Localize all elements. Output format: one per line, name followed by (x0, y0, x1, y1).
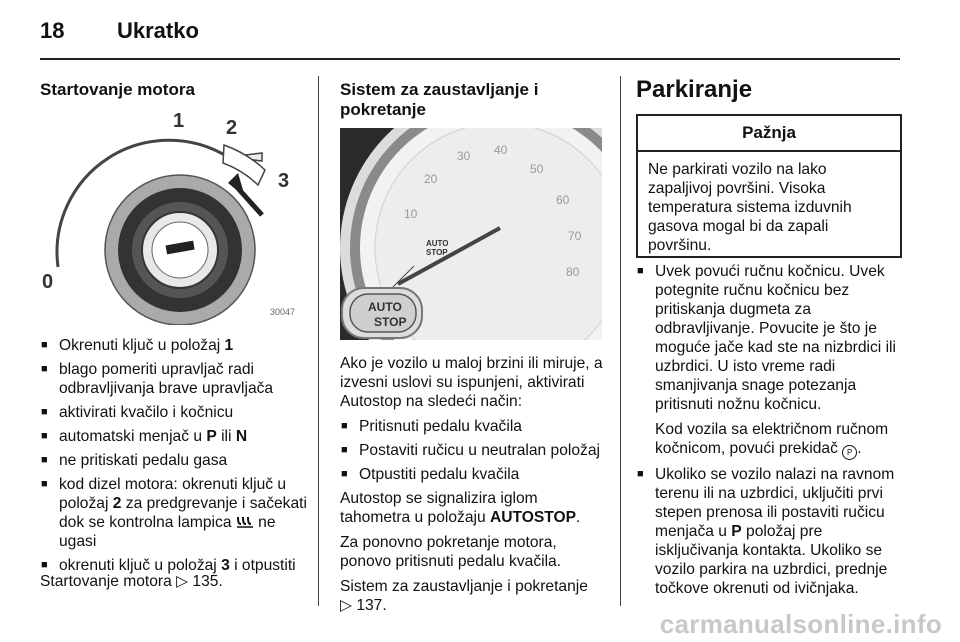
key-position-label: 1 (173, 110, 185, 132)
list-item: ■ Uvek povući ručnu kočnicu. Uvek potegnite ručnu kočnicu bez pritiskanja dugmeta za odbravljivanje. Povucite je što je moguće jače kad ste na nizbrdici ili uzbrdici. U isto vreme radi smanjivanja snage potezanja pritisnuti nožnu kočnicu. Kod vozila sa električnom ručnom kočnicom, povući prekidač P . (636, 262, 902, 460)
svg-text:50: 50 (530, 162, 544, 176)
start-steps-list (40, 336, 310, 580)
page-number: 18 (40, 18, 65, 43)
reference-arrow-icon: ▷ (176, 573, 189, 590)
section-heading: Startovanje motora (40, 80, 195, 99)
svg-text:30: 30 (457, 149, 471, 163)
list-item: ■ automatski menjač u P ili N (40, 427, 310, 446)
list-item: ■ Otpustiti pedalu kvačila (340, 465, 604, 484)
list-item: ■ Pritisnuti pedalu kvačila (340, 417, 604, 436)
list-item: ■ Postaviti ručicu u neutralan položaj (340, 441, 604, 460)
svg-text:40: 40 (494, 143, 508, 157)
warning-text: Ne parkirati vozilo na lako zapaljivoj površini. Visoka temperatura sistema izduvnih gasova mogal bi da zapali površinu. (648, 161, 852, 254)
column-divider (318, 76, 319, 606)
autostop-mark: STOP (426, 248, 448, 257)
reference-arrow-icon: ▷ (340, 597, 352, 614)
list-item: ■ okrenuti ključ u položaj 3 i otpustiti (40, 556, 310, 575)
autostop-text: Ako je vozilo u maloj brzini ili miruje, a izvesni uslovi su ispunjeni, aktivirati Autostop na sledeći način: ■ Pritisnuti pedalu kvačila ■ Postaviti ručicu u neutralan položaj ■ Otpustiti pedalu kvačila Autostop se signalizira iglom tahometra u položaju AUTOSTOP. Za ponovno pokretanje motora, ponovo pritisnuti pedalu kvačila. Sistem za zaustavljanje i pokretanje ▷ 137. (340, 354, 604, 621)
autostop-button-label: STOP (374, 315, 407, 329)
key-position-label: 0 (42, 271, 54, 293)
warning-title: Pažnja (638, 116, 900, 152)
parking-brake-icon: P (842, 445, 857, 460)
cross-reference[interactable]: Startovanje motora ▷ 135. (40, 573, 223, 590)
list-item: ■ blago pomeriti upravljač radi odbravljivanja brave upravljača (40, 360, 310, 398)
svg-text:10: 10 (404, 207, 418, 221)
figure-code: 30047 (270, 307, 296, 317)
cross-reference[interactable]: Sistem za zaustavljanje i pokretanje ▷ 137. (340, 578, 588, 614)
list-item: ■ kod dizel motora: okrenuti ključ u položaj 2 za predgrevanje i sačekati dok se kontrolna lampica ne ugasi (40, 475, 310, 551)
autostop-mark: AUTO (426, 239, 449, 248)
svg-text:80: 80 (566, 265, 580, 279)
tachometer-figure (340, 128, 602, 340)
warning-box (636, 114, 902, 258)
section-heading: Parkiranje (636, 76, 753, 103)
column-divider (620, 76, 621, 606)
list-item: ■ ne pritiskati pedalu gasa (40, 451, 310, 470)
key-position-label: 3 (278, 170, 290, 192)
list-item: ■ Okrenuti ključ u položaj 1 (40, 336, 310, 355)
ignition-key-figure (40, 105, 303, 325)
key-position-label: 2 (226, 117, 238, 139)
page-title: Ukratko (117, 18, 199, 43)
list-item: ■ aktivirati kvačilo i kočnicu (40, 403, 310, 422)
parking-list (636, 262, 902, 603)
svg-text:60: 60 (556, 193, 570, 207)
glow-plug-icon (236, 515, 254, 529)
svg-text:20: 20 (424, 172, 438, 186)
autostop-button-label: AUTO (368, 300, 402, 314)
header-divider (40, 58, 900, 60)
list-item: ■ Ukoliko se vozilo nalazi na ravnom terenu ili na uzbrdici, uključiti prvi stepen prenosa ili postaviti ručicu menjača u P položaj pre isključivanja kontakta. Ukoliko se vozilo parkira na uzbrdici, prednje točkove okrenuti od ivičnjaka. (636, 465, 902, 598)
section-heading: Sistem za zaustavljanje i pokretanje (340, 80, 539, 119)
watermark: carmanualsonline.info (659, 609, 942, 639)
svg-text:70: 70 (568, 229, 582, 243)
